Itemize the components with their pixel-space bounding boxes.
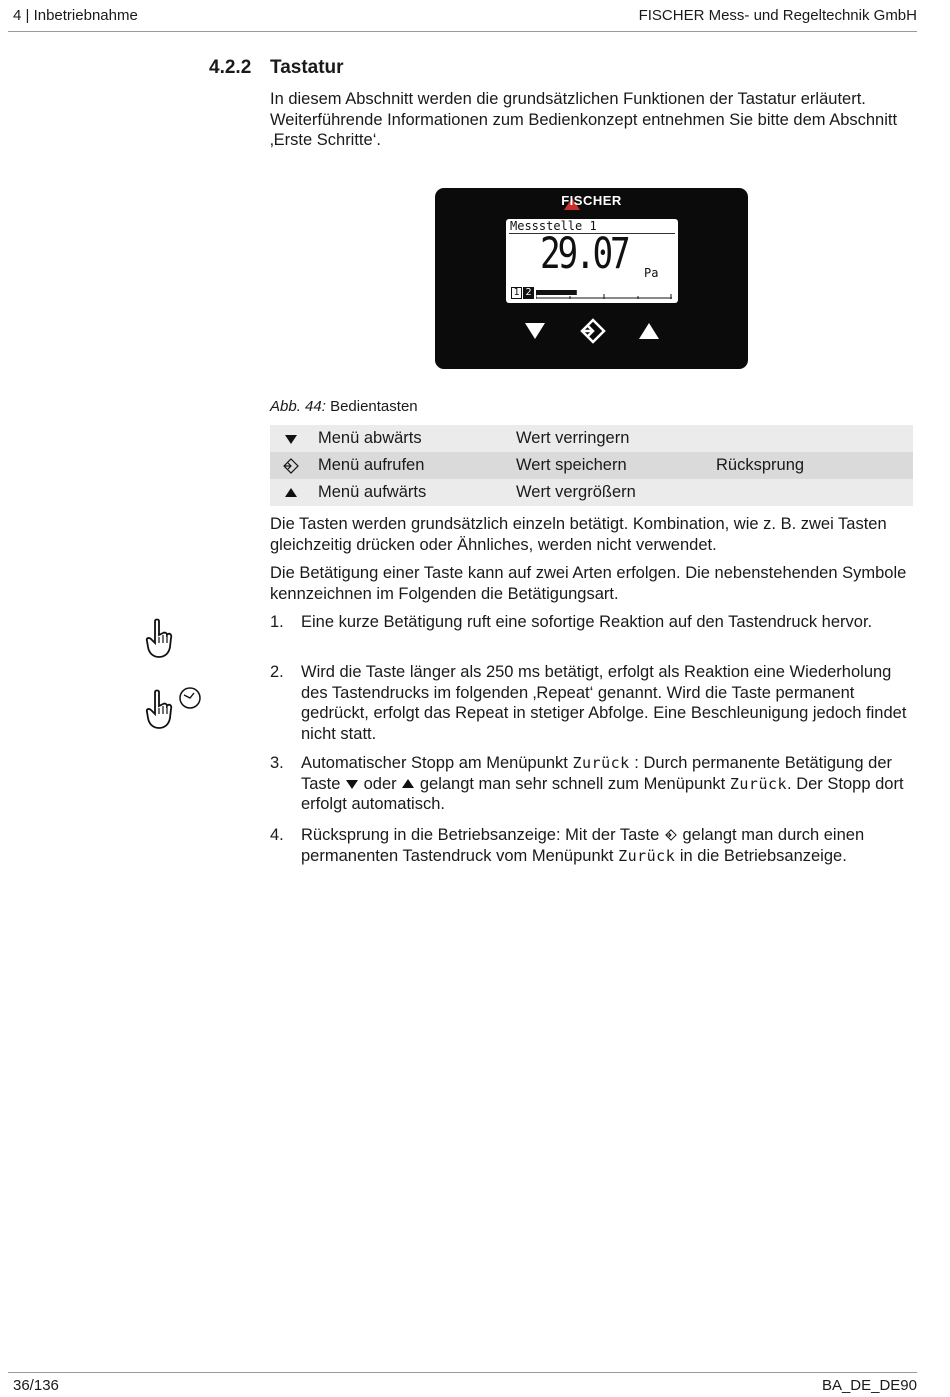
down-button-icon[interactable] <box>522 318 548 344</box>
key-extra-cell: Rücksprung <box>716 456 805 474</box>
up-button-icon[interactable] <box>636 318 662 344</box>
up-triangle-icon <box>401 778 415 790</box>
header-chapter: 4 | Inbetriebnahme <box>13 7 138 24</box>
enter-button-icon[interactable] <box>580 318 606 344</box>
list-text <box>301 825 909 866</box>
key-menu-cell: Menü abwärts <box>318 429 422 447</box>
enter-arrow-icon <box>283 458 299 474</box>
table-row <box>270 479 913 506</box>
lcd-title: Messstelle 1 <box>510 219 597 233</box>
paragraph-single-keys: Die Tasten werden grundsätzlich einzeln betätigt. Kombination, wie z. B. zwei Tasten gleichzeitig drücken oder Ähnliches, werden nicht verwendet. <box>270 515 887 554</box>
document-code: BA_DE_DE90 <box>821 1377 917 1394</box>
long-press-hand-icon <box>143 688 175 730</box>
list-number: 1. <box>270 613 284 631</box>
list-number: 3. <box>270 754 284 772</box>
lcd-value: 29.07 <box>540 229 628 279</box>
list-text: Wird die Taste länger als 250 ms betätigt, erfolgt als Reaktion eine Wiederholung des Tastendrucks im folgenden ‚Repeat‘ genannt. Wird die Taste permanent gedrückt, erfolgt das Repeat in stetiger Abfolge. Eine Beschleunigung jedoch findet nicht statt. <box>301 663 907 743</box>
down-triangle-icon <box>345 778 359 790</box>
brand-logo: FISCHER <box>561 193 622 208</box>
list-text <box>301 753 909 815</box>
page-number: 36/136 <box>13 1377 59 1394</box>
lcd-channel-1: 1 <box>511 287 522 299</box>
list-text-part: Rücksprung in die Betriebsanzeige: Mit der Taste <box>301 826 660 844</box>
list-number: 4. <box>270 826 284 844</box>
device-front-panel <box>435 188 748 369</box>
key-menu-cell: Menü aufwärts <box>318 483 427 501</box>
list-text-part: oder <box>363 774 397 793</box>
up-triangle-icon <box>283 485 299 501</box>
figure-caption <box>270 398 418 415</box>
key-value-cell: Wert speichern <box>516 456 627 474</box>
key-function-table <box>270 425 913 506</box>
intro-paragraph: In diesem Abschnitt werden die grundsätzlichen Funktionen der Tastatur erläutert. Weiterführende Informationen zum Bedienkonzept entnehmen Sie bitte dem Abschnitt ‚Erste Schritte‘. <box>270 90 898 149</box>
key-value-cell: Wert vergrößern <box>516 483 636 501</box>
short-press-hand-icon <box>143 617 175 659</box>
lcd-unit: Pa <box>644 266 659 280</box>
key-value-cell: Wert verringern <box>516 429 630 447</box>
caption-label: Abb. 44: <box>270 398 326 415</box>
list-text-part: Automatischer Stopp am Menüpunkt <box>301 754 568 772</box>
section-number: 4.2.2 <box>209 57 252 78</box>
footer-rule <box>8 1372 917 1373</box>
list-text-part: in die Betriebsanzeige. <box>679 846 847 865</box>
lcd-channel-2: 2 <box>523 287 534 299</box>
down-triangle-icon <box>283 431 299 447</box>
enter-arrow-icon <box>664 829 678 841</box>
section-title: Tastatur <box>270 57 344 78</box>
list-text-part: . Der Stopp dort erfolgt automatisch. <box>301 774 904 813</box>
lcd-bargraph <box>536 288 672 300</box>
list-text: Eine kurze Betätigung ruft eine sofortige Reaktion auf den Tastendruck hervor. <box>301 613 873 631</box>
paragraph-actuation: Die Betätigung einer Taste kann auf zwei Arten erfolgen. Die nebenstehenden Symbole kennzeichnen im Folgenden die Betätigungsart. <box>270 564 907 603</box>
clock-icon <box>178 686 202 710</box>
list-number: 2. <box>270 663 284 681</box>
list-text-part: : Durch permanente Betätigung der Taste <box>301 754 893 793</box>
header-company: FISCHER Mess- und Regeltechnik GmbH <box>638 7 917 24</box>
menu-item-zurueck: Zurück <box>572 754 630 772</box>
table-row <box>270 452 913 479</box>
list-text-part: gelangt man durch einen permanenten Tastendruck vom Menüpunkt <box>301 826 865 865</box>
menu-item-zurueck: Zurück <box>729 774 788 793</box>
list-text-part: gelangt man sehr schnell zum Menüpunkt <box>419 774 726 793</box>
table-row <box>270 425 913 452</box>
menu-item-zurueck: Zurück <box>618 846 676 865</box>
header-rule <box>8 31 917 32</box>
lcd-display <box>506 219 678 303</box>
caption-text: Bedientasten <box>330 398 418 415</box>
key-menu-cell: Menü aufrufen <box>318 456 425 474</box>
